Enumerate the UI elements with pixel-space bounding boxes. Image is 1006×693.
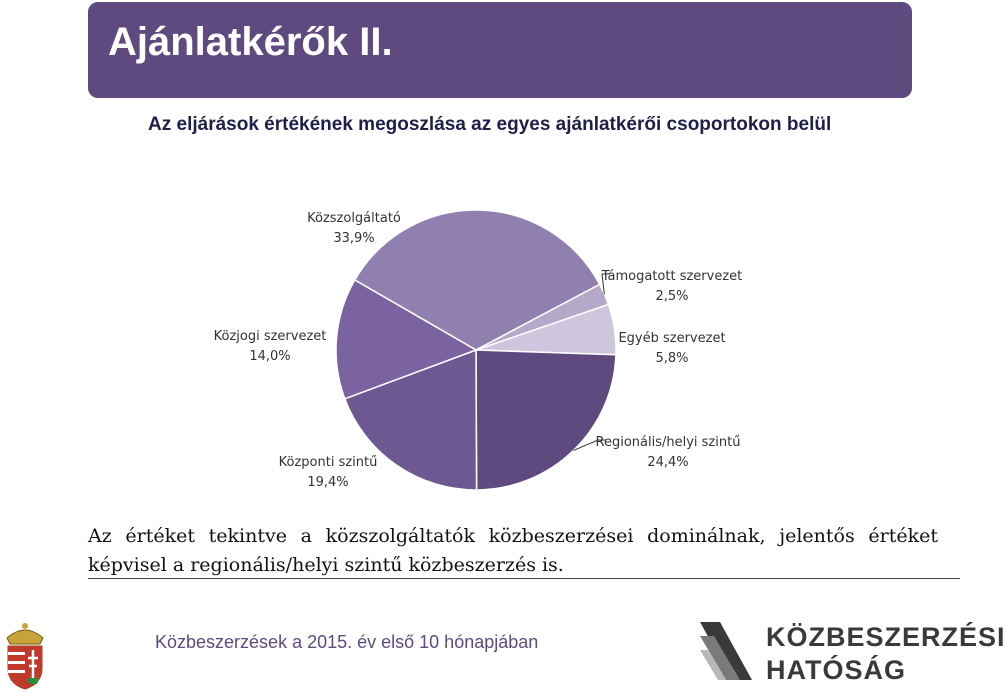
slice-value-label: 19,4%: [307, 475, 349, 490]
chart-subtitle: Az eljárások értékének megoszlása az egyes ajánlatkérői csoportokon belül: [148, 114, 832, 135]
slice-value-label: 2,5%: [655, 289, 689, 304]
hungarian-coat-of-arms-icon: [2, 618, 48, 690]
kozbeszerzesi-hatosag-logo-icon: [700, 622, 752, 680]
slice-value-label: 5,8%: [655, 351, 689, 366]
divider: [88, 578, 960, 579]
logo-text-line-2: HATÓSÁG: [766, 655, 906, 685]
slice-category-label: Támogatott szervezet: [601, 269, 743, 284]
footer-text: Közbeszerzések a 2015. év első 10 hónapjában: [155, 632, 539, 652]
slice-category-label: Közjogi szervezet: [213, 329, 327, 344]
slice-category-label: Központi szintű: [278, 455, 378, 470]
summary-line-2: képvisel a regionális/helyi szintű közbeszerzés is.: [88, 554, 564, 576]
slice-category-label: Közszolgáltató: [307, 211, 401, 226]
summary-text: [88, 522, 938, 580]
slice-category-label: Egyéb szervezet: [618, 331, 726, 346]
logo-text-line-1: KÖZBESZERZÉSI: [766, 622, 1006, 652]
page-title: Ajánlatkérők II.: [108, 20, 393, 64]
summary-line-1: Az értéket tekintve a közszolgáltatók közbeszerzései dominálnak, jelentős értéket: [88, 525, 938, 547]
slice-category-label: Regionális/helyi szintű: [595, 435, 741, 450]
slice-value-label: 14,0%: [249, 349, 291, 364]
pie-slice: [476, 350, 616, 490]
slice-value-label: 33,9%: [333, 231, 375, 246]
slice-value-label: 24,4%: [647, 455, 689, 470]
